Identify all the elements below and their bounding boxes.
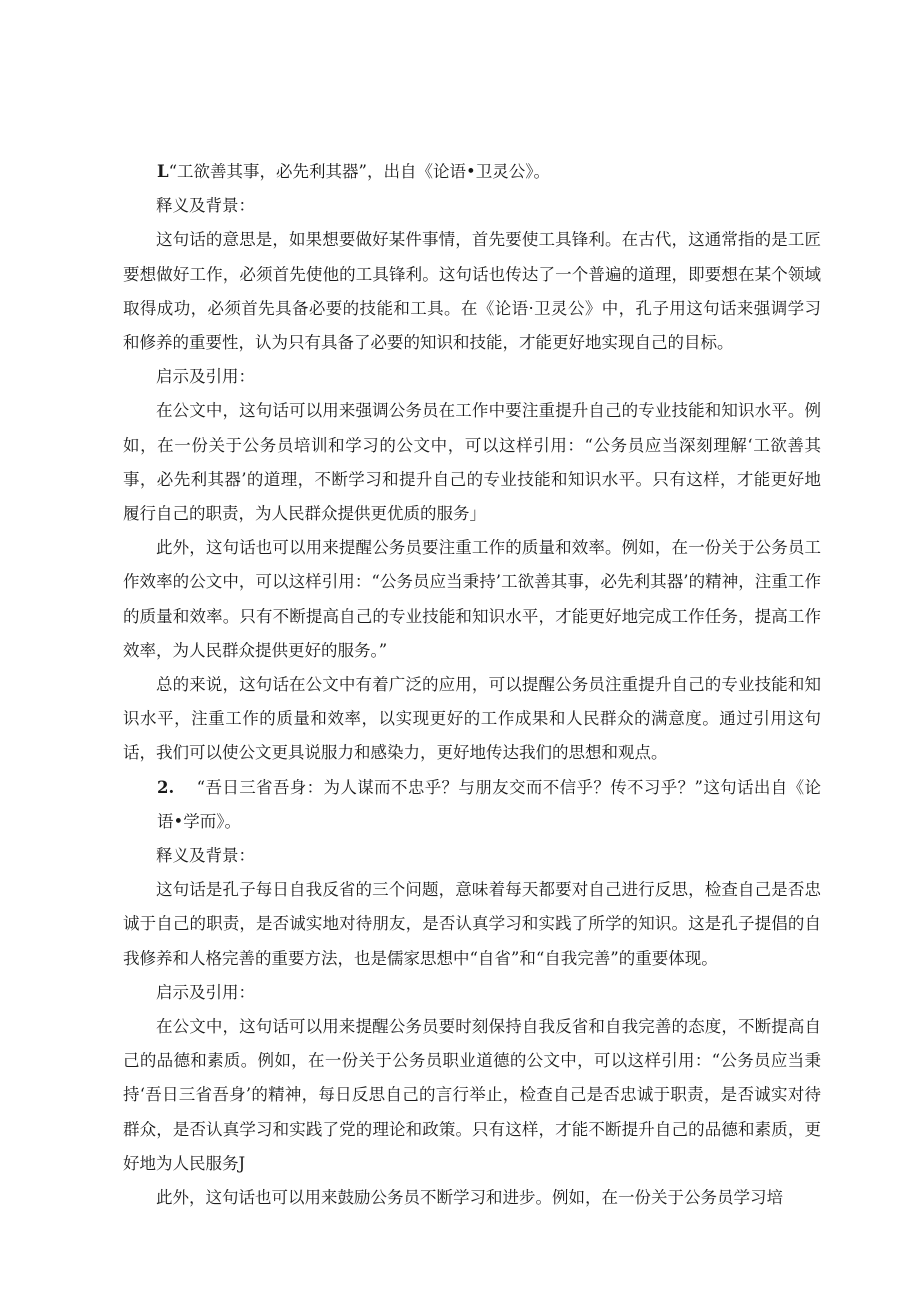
section-1-summary-paragraph: 总的来说，这句话在公文中有着广泛的应用，可以提醒公务员注重提升自己的专业技能和知识水平，注重工作的质量和效率，以实现更好的工作成果和人民群众的满意度。通过引用这句话，我们可以使公文更具说服力和感染力，更好地传达我们的思想和观点。	[123, 675, 821, 763]
section-2-usage-paragraph-2: 此外，这句话也可以用来鼓励公务员不断学习和进步。例如，在一份关于公务员学习培	[156, 1188, 783, 1208]
section-2-meaning-label: 释义及背景：	[156, 846, 255, 866]
section-2-number: 2.	[157, 777, 175, 797]
section-2-usage-label: 启示及引用：	[156, 982, 255, 1002]
section-1-heading-text: “工欲善其事，必先利其器”，出自《论语•卫灵公》。	[168, 162, 550, 181]
section-2-heading-text: “吾日三省吾身：为人谋而不忠乎？与朋友交而不信乎？传不习乎？”这句话出自《论语•学而》。	[157, 777, 821, 831]
section-1-number: L	[157, 162, 169, 181]
section-1-heading	[123, 155, 821, 189]
section-1-meaning-paragraph: 这句话的意思是，如果想要做好某件事情，首先要使工具锋利。在古代，这通常指的是工匠要想做好工作，必须首先使他的工具锋利。这句话也传达了一个普遍的道理，即要想在某个领域取得成功，必须首先具备必要的技能和工具。在《论语·卫灵公》中，孔子用这句话来强调学习和修养的重要性，认为只有具备了必要的知识和技能，才能更好地实现自己的目标。	[123, 230, 821, 353]
section-1-meaning-label: 释义及背景：	[156, 196, 255, 216]
section-1-usage-paragraph-2: 此外，这句话也可以用来提醒公务员要注重工作的质量和效率。例如，在一份关于公务员工作效率的公文中，可以这样引用：“公务员应当秉持’工欲善其事，必先利其器’的精神，注重工作的质量和效率。只有不断提高自己的专业技能和知识水平，才能更好地完成工作任务，提高工作效率，为人民群众提供更好的服务。”	[123, 538, 821, 660]
section-2-meaning-paragraph: 这句话是孔子每日自我反省的三个问题，意味着每天都要对自己进行反思，检查自己是否忠诚于自己的职责，是否诚实地对待朋友，是否认真学习和实践了所学的知识。这是孔子提倡的自我修养和人格完善的重要方法，也是儒家思想中“自省”和“自我完善”的重要体现。	[123, 880, 821, 968]
section-1-usage-label: 启示及引用：	[156, 367, 255, 387]
section-2-heading	[123, 771, 821, 839]
document-body	[123, 155, 821, 1215]
section-2-usage-paragraph-1: 在公文中，这句话可以用来提醒公务员要时刻保持自我反省和自我完善的态度，不断提高自己的品德和素质。例如，在一份关于公务员职业道德的公文中，可以这样引用：“公务员应当秉持‘吾日三省吾身’的精神，每日反思自己的言行举止，检查自己是否忠诚于职责，是否诚实对待群众，是否认真学习和实践了党的理论和政策。只有这样，才能不断提升自己的品德和素质，更好地为人民服务J	[123, 1017, 821, 1173]
section-1-usage-paragraph-1: 在公文中，这句话可以用来强调公务员在工作中要注重提升自己的专业技能和知识水平。例如，在一份关于公务员培训和学习的公文中，可以这样引用：“公务员应当深刻理解‘工欲善其事，必先利其器’的道理，不断学习和提升自己的专业技能和知识水平。只有这样，才能更好地履行自己的职责，为人民群众提供更优质的服务」	[123, 401, 821, 524]
